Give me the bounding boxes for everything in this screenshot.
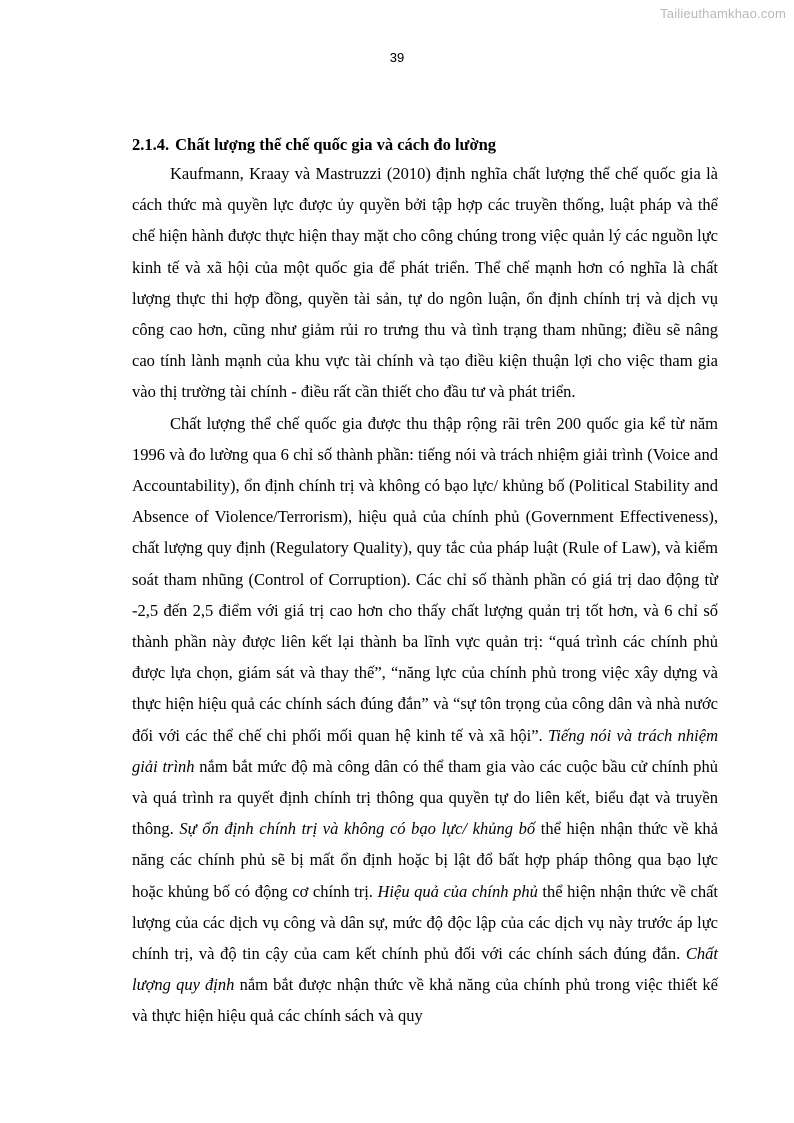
- paragraph-definition: Kaufmann, Kraay và Mastruzzi (2010) định nghĩa chất lượng thể chế quốc gia là cách thức mà quyền lực được ủy quyền bởi tập hợp các truyền thống, luật pháp và thể chế hiện hành được thực hiện thay mặt cho công chúng trong việc quản lý các nguồn lực kinh tế và xã hội của một quốc gia để phát triển. Thể chế mạnh hơn có nghĩa là chất lượng thực thi hợp đồng, quyền tài sản, tự do ngôn luận, ổn định chính trị và dịch vụ công cao hơn, cũng như giảm rủi ro trưng thu và tình trạng tham nhũng; điều sẽ nâng cao tính lành mạnh của khu vực tài chính và tạo điều kiện thuận lợi cho việc tham gia vào thị trường tài chính - điều rất cần thiết cho đầu tư và phát triển.: [132, 164, 718, 402]
- document-body: [132, 134, 718, 1032]
- term-voice-accountability-text: nắm bắt mức độ mà công dân có thể tham gia vào các cuộc bầu cử chính phủ và quá trình ra quyết định chính trị thông qua quyền tự do liên kết, biểu đạt và truyền thông.: [132, 756, 718, 839]
- paragraph-measurement: [132, 408, 718, 1032]
- term-government-effectiveness-text: thể hiện nhận thức về chất lượng của các dịch vụ công và dân sự, mức độ độc lập của các dịch vụ này trước áp lực chính trị, và độ tin cậy của cam kết chính phủ đối với các chính sách đúng đắn.: [132, 881, 719, 964]
- section-title: Chất lượng thể chế quốc gia và cách đo lường: [175, 135, 497, 154]
- term-government-effectiveness: Hiệu quả của chính phủ: [377, 881, 538, 901]
- section-heading: [132, 134, 718, 155]
- term-regulatory-quality: Chất lượng quy định: [132, 944, 718, 995]
- page-number: 39: [389, 50, 405, 65]
- term-political-stability-text: thể hiện nhận thức về khả năng các chính phủ sẽ bị mất ổn định hoặc bị lật đổ bất hợp pháp thông qua bạo lực hoặc khủng bố có động cơ chính trị.: [132, 819, 719, 901]
- watermark: Tailieuthamkhao.com: [660, 6, 786, 21]
- section-number: 2.1.4.: [132, 135, 170, 154]
- paragraph-intro: Chất lượng thể chế quốc gia được thu thập rộng rãi trên 200 quốc gia kể từ năm 1996 và đo lường qua 6 chỉ số thành phần: tiếng nói và trách nhiệm giải trình (Voice and Accountability), ổn định chính trị và không có bạo lực/ khủng bố (Political Stability and Absence of Violence/Terrorism), hiệu quả của chính phủ (Government Effectiveness), chất lượng quy định (Regulatory Quality), quy tắc của pháp luật (Rule of Law), và kiểm soát tham nhũng (Control of Corruption). Các chỉ số thành phần có giá trị dao động từ -2,5 đến 2,5 điểm với giá trị cao hơn cho thấy chất lượng quản trị tốt hơn, và 6 chỉ số thành phần này được liên kết lại thành ba lĩnh vực quản trị: “quá trình các chính phủ được lựa chọn, giám sát và thay thế”, “năng lực của chính phủ trong việc xây dựng và thực hiện hiệu quả các chính sách đúng đắn” và “sự tôn trọng của công dân và nhà nước đối với các thể chế chi phối mối quan hệ kinh tế và xã hội”.: [132, 413, 718, 745]
- term-political-stability: Sự ổn định chính trị và không có bạo lực/ khủng bố: [179, 819, 536, 839]
- term-voice-accountability: Tiếng nói và trách nhiệm giải trình: [132, 725, 718, 776]
- term-regulatory-quality-text: nắm bắt được nhận thức về khả năng của chính phủ trong việc thiết kế và thực hiện hiệu quả các chính sách và quy: [132, 975, 718, 1026]
